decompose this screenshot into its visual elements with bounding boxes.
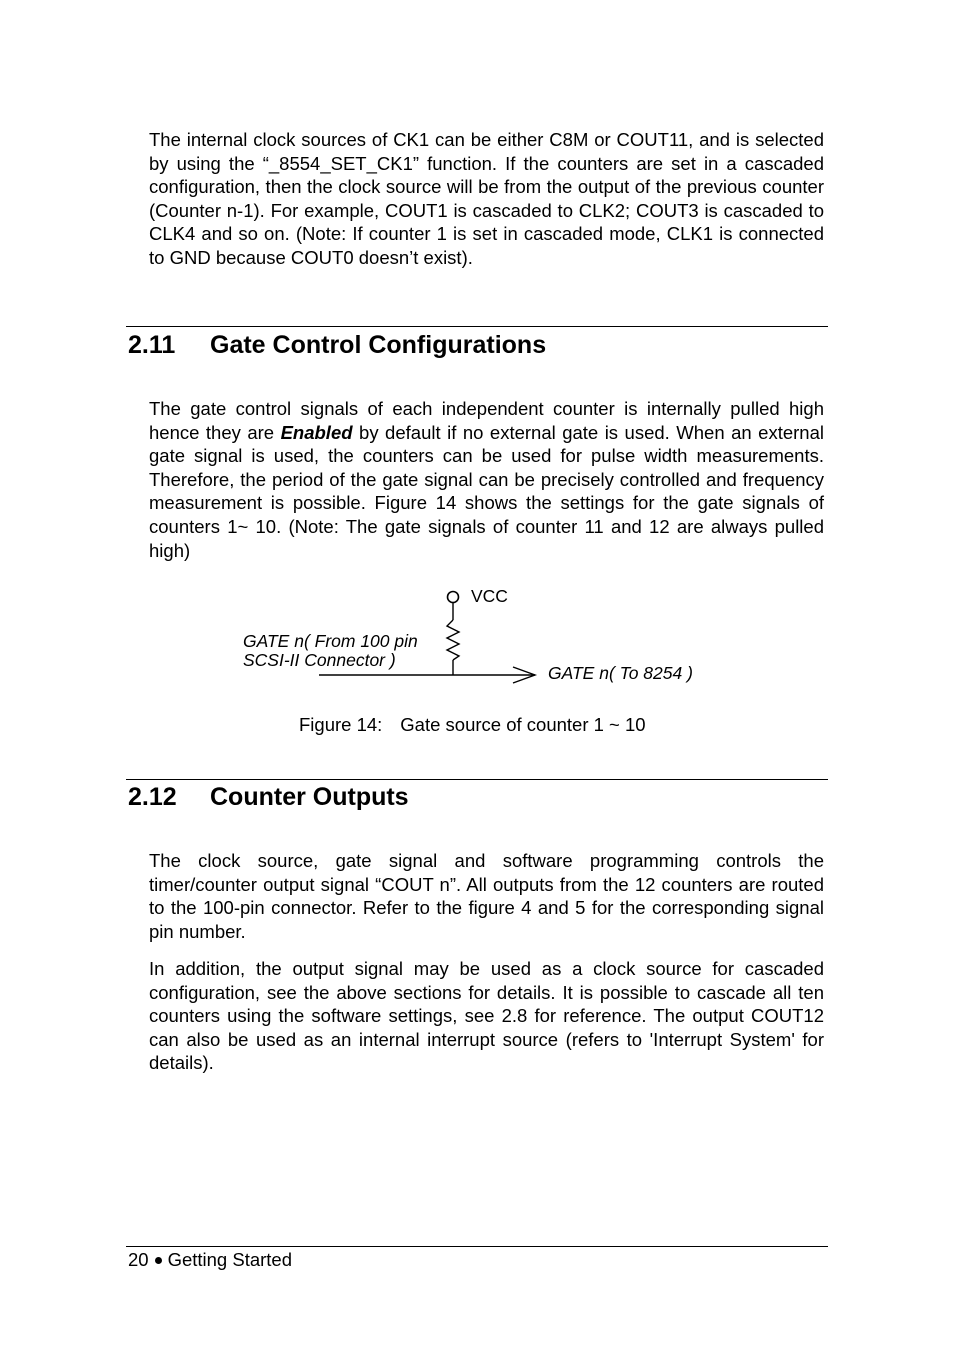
page-number: 20 [128,1249,149,1270]
counter-outputs-paragraph-1: The clock source, gate signal and software programming controls the timer/counter output signal “COUT n”. All outputs from the 12 counters are routed to the 100-pin connector. Refer to the figure 4 and 5 for the corresponding signal pin number. [149,850,824,942]
footer-section-name: Getting Started [167,1249,293,1270]
section-title: Counter Outputs [210,783,409,811]
caption-prefix: Figure 14: [299,714,383,735]
footer-divider [126,1246,828,1247]
gate-output-label: GATE n( To 8254 ) [548,663,693,683]
gate-input-label-line2: SCSI-II Connector ) [243,650,396,670]
section-heading-2-12 [128,783,409,812]
vcc-label: VCC [471,586,508,606]
vcc-terminal [448,592,459,603]
section-divider [126,779,828,780]
intro-paragraph: The internal clock sources of CK1 can be either C8M or COUT11, and is selected by using the “_8554_SET_CK1” function. If the counters are set in a cascaded configuration, then the clock source will be from the output of the previous counter (Counter n-1). For example, COUT1 is cascaded to CLK2; COUT3 is cascaded to CLK4 and so on. (Note: If counter 1 is set in cascaded mode, CLK1 is connected to GND because COUT0 doesn’t exist). [149,129,824,268]
paragraph-text: by default if no external gate is used. When an external gate signal is used, the counters can be used for pulse width measurements. Therefore, the period of the gate signal can be precisely controlled and frequency measurement is possible. Figure 14 shows the settings for the gate signals of counters 1~ 10. (Note: The gate signals of counter 11 and 12 are always pulled high) [149,421,824,561]
caption-text: Gate source of counter 1 ~ 10 [400,714,646,735]
emphasis-enabled: Enabled [280,421,353,443]
section-number: 2.11 [128,331,176,359]
pull-up-resistor [447,620,459,660]
section-title: Gate Control Configurations [210,331,547,359]
section-number: 2.12 [128,783,177,811]
figure-caption [299,714,646,736]
bullet-icon [155,1257,162,1264]
counter-outputs-paragraph-2: In addition, the output signal may be used as a clock source for cascaded configuration, see the above sections for details. It is possible to cascade all ten counters using the software settings, see 2.8 for reference. The output COUT12 can also be used as an internal interrupt source (refers to 'Interrupt System' for details). [149,958,824,1074]
page-footer [128,1249,292,1271]
paragraph-text: The gate control signals of each independent counter is internally pulled high hence they are [149,398,824,443]
gate-input-label-line1: GATE n( From 100 pin [243,631,418,651]
